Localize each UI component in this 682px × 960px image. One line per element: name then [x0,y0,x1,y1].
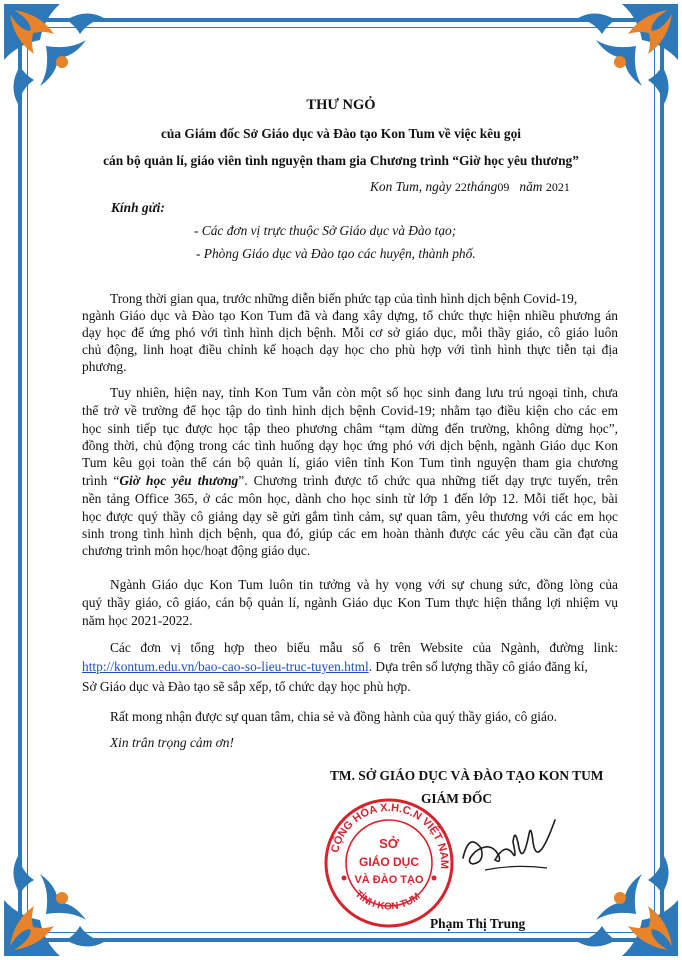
date-month: 09 [497,180,510,194]
official-stamp [322,796,456,930]
p1-line-1: Trong thời gian qua, trước những diễn biến phức tạp của tình hình dịch bệnh Covid-19, [110,291,578,306]
stamp-ring-text: CỘNG HÒA X.H.C.N VIỆT NAM [329,801,451,870]
p2-line-4: đồng thời, chủ động trong các tình huống dạy học ứng phó với dịch bệnh, ngành Giáo dục Kon [82,438,618,453]
stamp-center-3: VÀ ĐÀO TẠO [354,874,424,886]
date-year: 2021 [545,180,570,194]
p3-line-2: quý thầy giáo, cô giáo, cán bộ quản lí, ngành Giáo dục Kon Tum thực hiện thắng lợi nhiệm vụ [82,595,618,610]
p4-line-3: Sở Giáo dục và Đào tạo sẽ sắp xếp, tổ chức dạy học phù hợp. [82,679,411,694]
p1-line-2: ngành Giáo dục và Đào tạo Kon Tum đã và đang xây dựng, tổ chức thực hiện nhiều phương án [82,308,618,323]
p2-line-6-end: ”. Chương trình được tổ chức qua những tiết dạy trực tuyến, trên [238,473,618,488]
p3-line-1: Ngành Giáo dục Kon Tum luôn tin tưởng và hy vọng với sự chung sức, đồng lòng của [110,577,618,592]
closing-line: Xin trân trọng cảm ơn! [110,735,234,750]
sign-title: GIÁM ĐỐC [421,791,493,806]
handwritten-signature [455,812,565,882]
p2-line-10: chương trình môn học/hoạt động giáo dục. [82,543,311,558]
date-prefix: Kon Tum, ngày [370,179,452,194]
p4-line-1: Các đơn vị tổng hợp theo biểu mẫu số 6 trên Website của Ngành, đường link: [110,640,618,655]
p1-line-3: dạy học để ứng phó với tình hình dịch bệnh. Mỗi cơ sở giáo dục, mỗi thầy giáo, cô giáo luôn [82,325,618,340]
p1-line-4: chủ động, linh hoạt điều chỉnh kế hoạch dạy học cho phù hợp với tình hình thực tiễn tại địa [82,342,618,357]
stamp-bottom-text: TỈNH KON TUM [352,888,423,913]
salutation: Kính gửi: [111,200,165,215]
p2-line-7: nền tảng Office 365, ở các môn học, dành cho học sinh từ lớp 1 đến lớp 12. Mỗi tiết học, bài [82,491,618,506]
p2-line-8: học được quý thầy cô giảng dạy sẽ gửi gắm tình cảm, sự quan tâm, yêu thương với các em học [82,509,618,524]
sign-organization: TM. SỞ GIÁO DỤC VÀ ĐÀO TẠO KON TUM [330,768,604,783]
recipient-1: - Các đơn vị trực thuộc Sở Giáo dục và Đào tạo; [194,223,457,238]
date-year-label: năm [519,179,543,194]
document-title: THƯ NGỎ [306,97,376,113]
signer-name: Phạm Thị Trung [430,916,526,931]
p2-line-2: thể trở về trường để học tập do tình hình dịch bệnh Covid-19; nhằm tạo điều kiện cho các em [82,403,618,418]
p3-line-3: năm học 2021-2022. [82,613,193,628]
p2-line-5: Tum kêu gọi toàn thể cán bộ quản lí, giáo viên tỉnh Kon Tum tình nguyện tham gia chương [82,455,618,470]
stamp-center-2: GIÁO DỤC [359,855,419,869]
p5: Rất mong nhận được sự quan tâm, chia sẻ và đồng hành của quý thầy giáo, cô giáo. [110,709,558,724]
p2-line-6-start: trình “ [82,473,120,488]
date-line [370,178,570,196]
report-link[interactable]: http://kontum.edu.vn/bao-cao-so-lieu-truc-tuyen.html [82,659,369,674]
recipient-2: - Phòng Giáo dục và Đào tạo các huyện, thành phố. [196,246,476,261]
p4-line-2-rest: . Dựa trên số lượng thầy cô giáo đăng kí, [368,659,588,674]
p2-line-3: học sinh tiếp tục được học tập theo phương châm “tạm dừng đến trường, không dừng học”, [82,421,618,436]
document-subtitle-line-2: cán bộ quản lí, giáo viên tình nguyện tham gia Chương trình “Giờ học yêu thương” [103,153,579,168]
p1-line-5: phương. [82,359,127,374]
corner-ornament-bottom-right [562,840,682,960]
program-name: Giờ học yêu thương [119,473,239,488]
date-month-label: tháng [466,179,498,194]
p2-line-9: sinh trong tình hình dịch bệnh, qua đó, giúp các em hoàn thành được các yêu cầu cần đạt của [82,526,618,541]
date-day: 22 [454,180,467,194]
p4-line-2 [82,658,588,675]
svg-text:TỈNH KON TUM [353,889,423,913]
corner-ornament-bottom-left [0,840,120,960]
p2-line-6 [82,472,618,489]
document-subtitle-line-1: của Giám đốc Sở Giáo dục và Đào tạo Kon Tum về việc kêu gọi [160,126,522,141]
p2-line-1: Tuy nhiên, hiện nay, tỉnh Kon Tum vẫn còn một số học sinh đang lưu trú ngoại tỉnh, chưa [110,385,618,400]
stamp-center-1: SỞ [379,836,399,851]
